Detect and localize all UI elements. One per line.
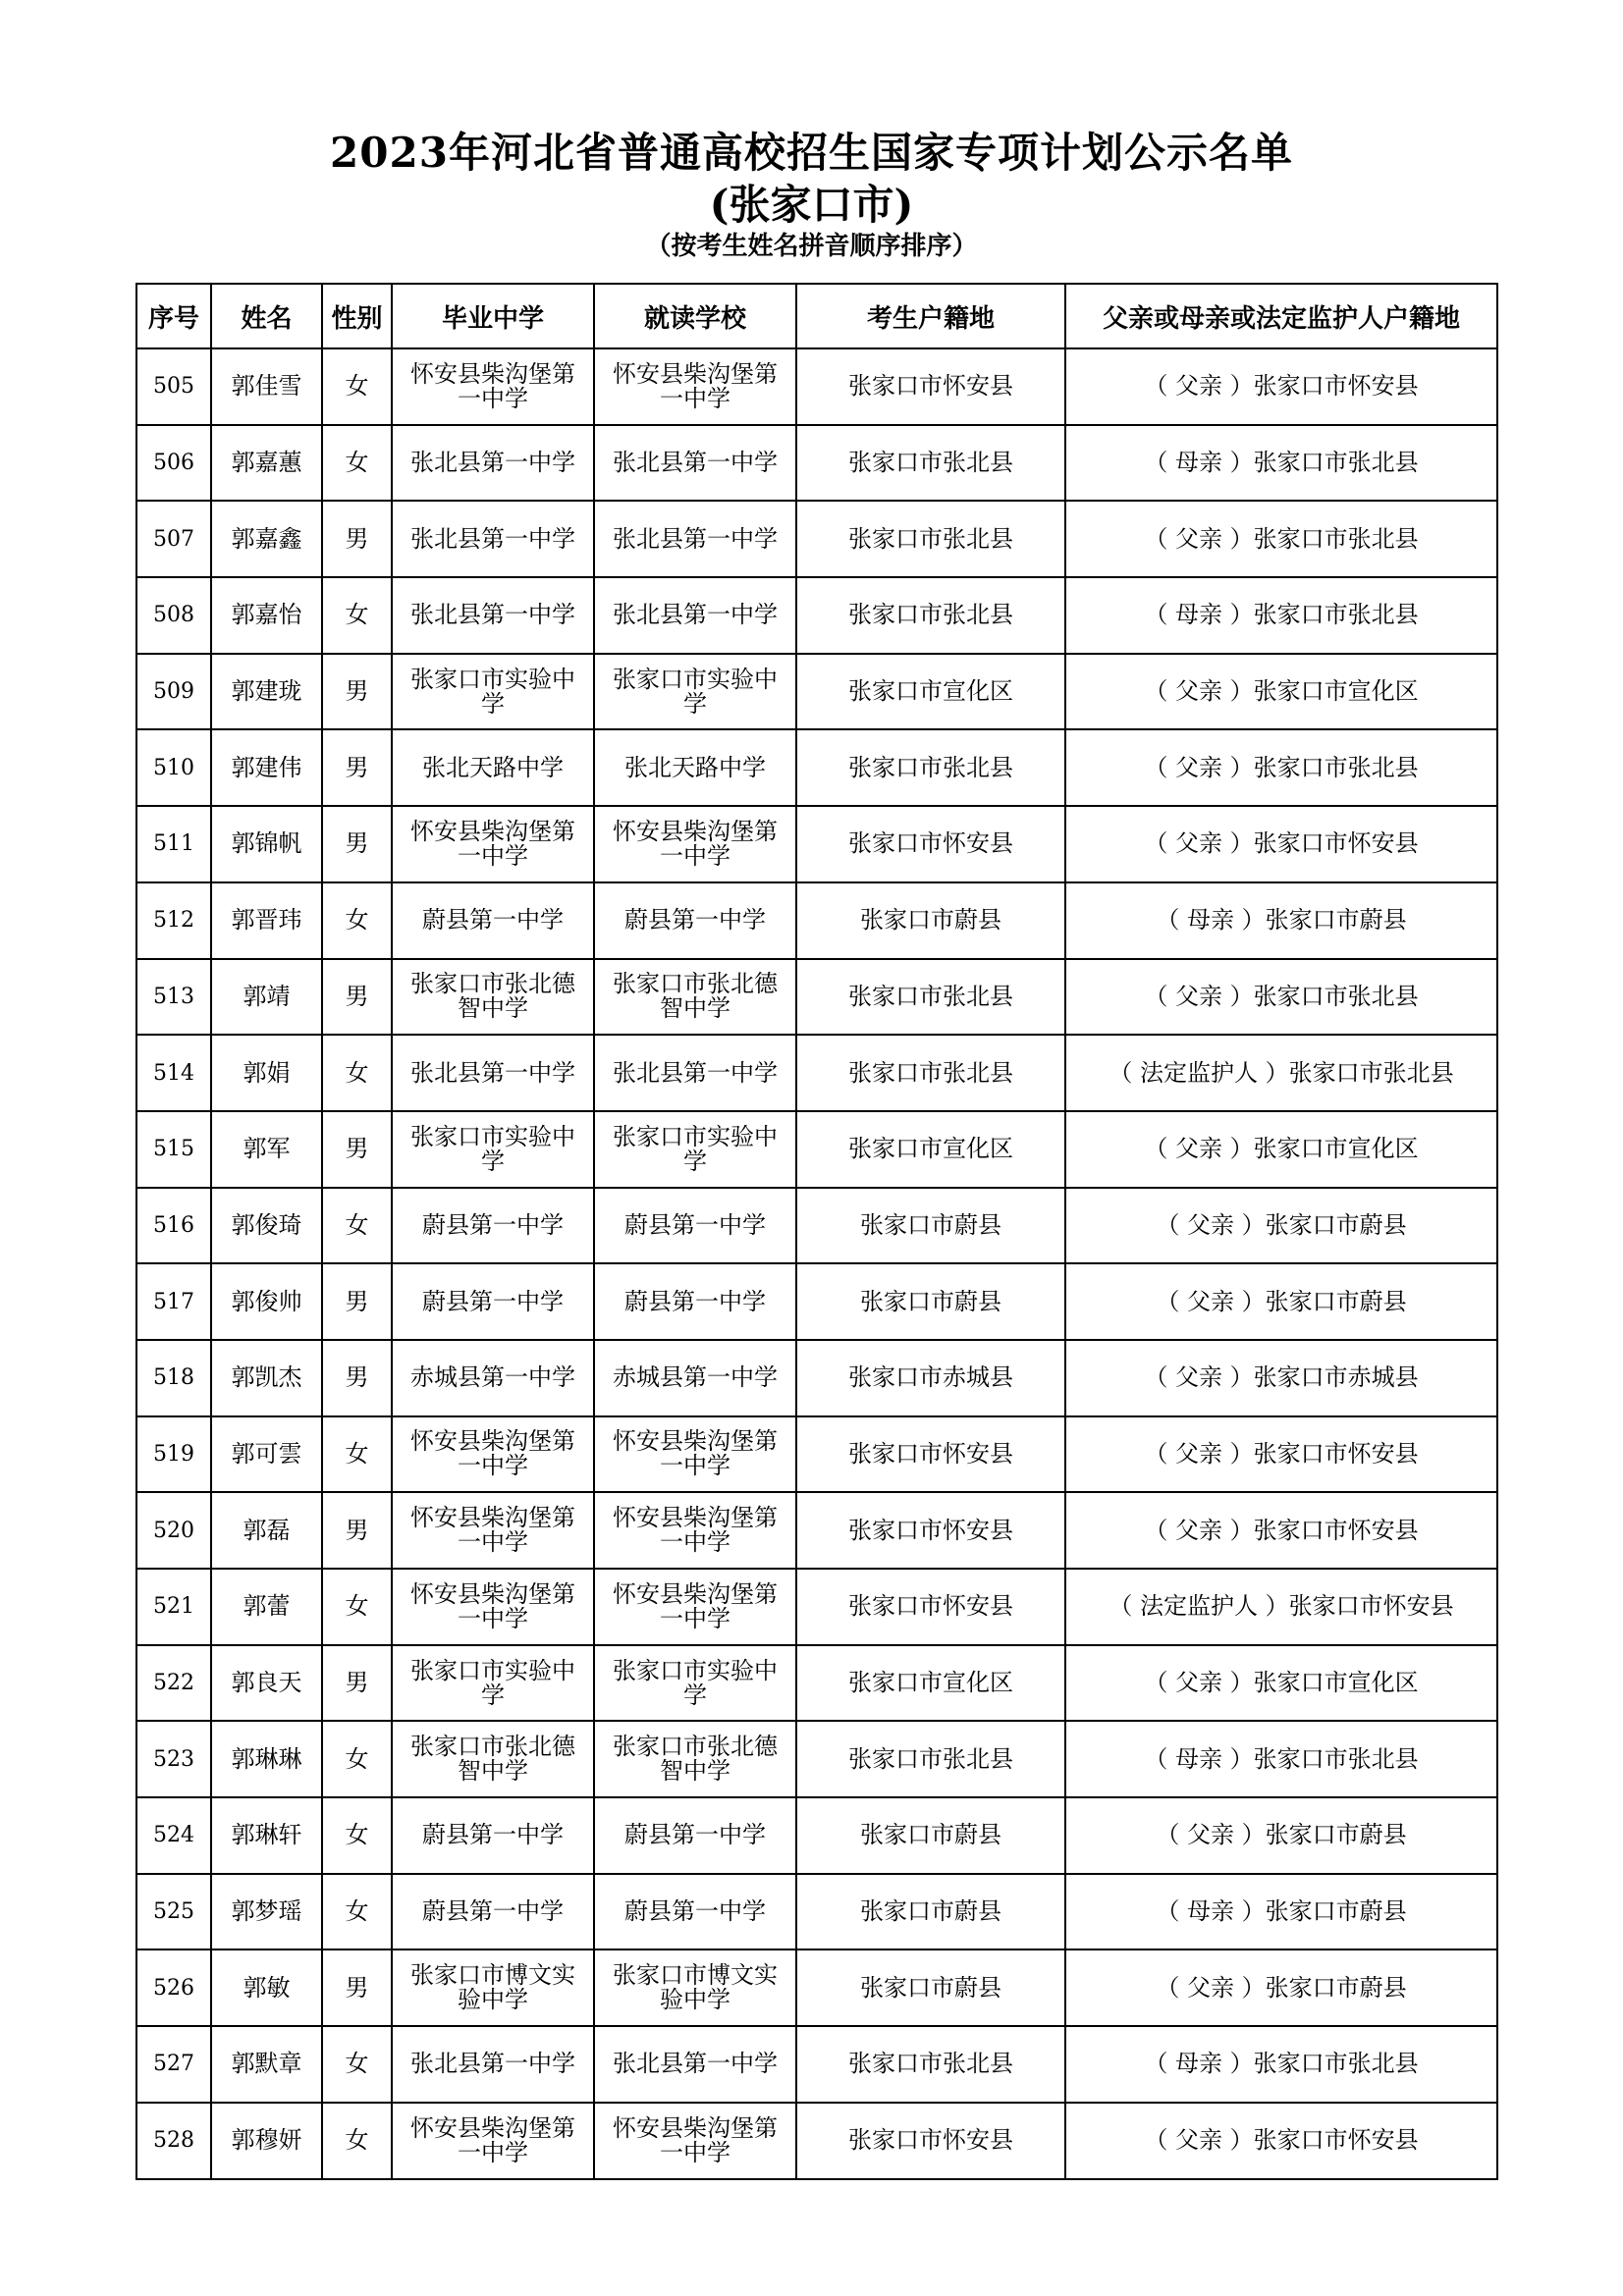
cell-seq: 512 xyxy=(136,882,211,959)
cell-current-school: 怀安县柴沟堡第一中学 xyxy=(594,806,796,882)
cell-current-school: 张北县第一中学 xyxy=(594,425,796,502)
cell-seq: 511 xyxy=(136,806,211,882)
cell-name: 郭建伟 xyxy=(211,729,322,806)
cell-seq: 509 xyxy=(136,654,211,730)
cell-household: 张家口市蔚县 xyxy=(796,882,1065,959)
table-row xyxy=(136,1874,1497,1950)
table-header-row xyxy=(136,284,1497,348)
cell-parent-household: （ 母亲 ）张家口市张北县 xyxy=(1065,577,1497,654)
cell-parent-household: （ 父亲 ）张家口市怀安县 xyxy=(1065,2103,1497,2179)
table-row xyxy=(136,1949,1497,2026)
header-grad-school: 毕业中学 xyxy=(392,284,594,348)
cell-seq: 505 xyxy=(136,348,211,425)
cell-seq: 508 xyxy=(136,577,211,654)
cell-grad-school: 蔚县第一中学 xyxy=(392,1797,594,1874)
cell-name: 郭锦帆 xyxy=(211,806,322,882)
cell-household: 张家口市赤城县 xyxy=(796,1340,1065,1416)
cell-grad-school: 张家口市张北德智中学 xyxy=(392,959,594,1036)
cell-gender: 男 xyxy=(322,806,392,882)
cell-current-school: 张家口市实验中学 xyxy=(594,654,796,730)
cell-gender: 男 xyxy=(322,1645,392,1722)
cell-household: 张家口市怀安县 xyxy=(796,1492,1065,1569)
table-row xyxy=(136,1111,1497,1188)
cell-parent-household: （ 法定监护人 ）张家口市怀安县 xyxy=(1065,1569,1497,1645)
cell-grad-school: 张北县第一中学 xyxy=(392,425,594,502)
cell-current-school: 蔚县第一中学 xyxy=(594,1188,796,1264)
cell-seq: 528 xyxy=(136,2103,211,2179)
table-row xyxy=(136,959,1497,1036)
cell-parent-household: （ 父亲 ）张家口市张北县 xyxy=(1065,501,1497,577)
cell-household: 张家口市怀安县 xyxy=(796,806,1065,882)
cell-current-school: 怀安县柴沟堡第一中学 xyxy=(594,1569,796,1645)
cell-gender: 女 xyxy=(322,1721,392,1797)
cell-current-school: 张北县第一中学 xyxy=(594,2026,796,2103)
header-household: 考生户籍地 xyxy=(796,284,1065,348)
cell-grad-school: 张家口市实验中学 xyxy=(392,1645,594,1722)
roster-table xyxy=(135,283,1498,2180)
table-row xyxy=(136,1645,1497,1722)
cell-parent-household: （ 母亲 ）张家口市张北县 xyxy=(1065,425,1497,502)
cell-household: 张家口市张北县 xyxy=(796,959,1065,1036)
cell-parent-household: （ 父亲 ）张家口市宣化区 xyxy=(1065,1111,1497,1188)
cell-grad-school: 张北县第一中学 xyxy=(392,501,594,577)
cell-household: 张家口市张北县 xyxy=(796,2026,1065,2103)
cell-seq: 510 xyxy=(136,729,211,806)
cell-seq: 525 xyxy=(136,1874,211,1950)
cell-household: 张家口市怀安县 xyxy=(796,2103,1065,2179)
cell-household: 张家口市张北县 xyxy=(796,1721,1065,1797)
header-current-school: 就读学校 xyxy=(594,284,796,348)
cell-seq: 515 xyxy=(136,1111,211,1188)
cell-seq: 507 xyxy=(136,501,211,577)
table-row xyxy=(136,1797,1497,1874)
header-name: 姓名 xyxy=(211,284,322,348)
cell-parent-household: （ 父亲 ）张家口市宣化区 xyxy=(1065,1645,1497,1722)
cell-household: 张家口市张北县 xyxy=(796,729,1065,806)
cell-seq: 522 xyxy=(136,1645,211,1722)
table-row xyxy=(136,425,1497,502)
cell-current-school: 张北县第一中学 xyxy=(594,501,796,577)
table-row xyxy=(136,806,1497,882)
cell-household: 张家口市张北县 xyxy=(796,501,1065,577)
cell-household: 张家口市怀安县 xyxy=(796,1416,1065,1493)
cell-grad-school: 张家口市博文实验中学 xyxy=(392,1949,594,2026)
cell-grad-school: 怀安县柴沟堡第一中学 xyxy=(392,2103,594,2179)
cell-grad-school: 蔚县第一中学 xyxy=(392,1263,594,1340)
table-row xyxy=(136,882,1497,959)
cell-name: 郭军 xyxy=(211,1111,322,1188)
cell-name: 郭晋玮 xyxy=(211,882,322,959)
cell-parent-household: （ 父亲 ）张家口市怀安县 xyxy=(1065,1416,1497,1493)
cell-parent-household: （ 父亲 ）张家口市蔚县 xyxy=(1065,1949,1497,2026)
table-row xyxy=(136,1721,1497,1797)
cell-name: 郭嘉鑫 xyxy=(211,501,322,577)
cell-parent-household: （ 父亲 ）张家口市赤城县 xyxy=(1065,1340,1497,1416)
cell-parent-household: （ 父亲 ）张家口市张北县 xyxy=(1065,959,1497,1036)
page-subtitle: (张家口市) xyxy=(709,181,914,229)
cell-parent-household: （ 母亲 ）张家口市张北县 xyxy=(1065,2026,1497,2103)
cell-grad-school: 张北天路中学 xyxy=(392,729,594,806)
cell-current-school: 怀安县柴沟堡第一中学 xyxy=(594,1492,796,1569)
cell-name: 郭佳雪 xyxy=(211,348,322,425)
cell-household: 张家口市张北县 xyxy=(796,425,1065,502)
cell-seq: 519 xyxy=(136,1416,211,1493)
table-row xyxy=(136,654,1497,730)
cell-current-school: 张北县第一中学 xyxy=(594,577,796,654)
cell-parent-household: （ 父亲 ）张家口市怀安县 xyxy=(1065,1492,1497,1569)
cell-name: 郭凯杰 xyxy=(211,1340,322,1416)
cell-current-school: 赤城县第一中学 xyxy=(594,1340,796,1416)
cell-parent-household: （ 父亲 ）张家口市怀安县 xyxy=(1065,348,1497,425)
cell-current-school: 怀安县柴沟堡第一中学 xyxy=(594,1416,796,1493)
cell-gender: 女 xyxy=(322,882,392,959)
cell-household: 张家口市怀安县 xyxy=(796,1569,1065,1645)
cell-parent-household: （ 母亲 ）张家口市张北县 xyxy=(1065,1721,1497,1797)
cell-household: 张家口市宣化区 xyxy=(796,1645,1065,1722)
cell-grad-school: 怀安县柴沟堡第一中学 xyxy=(392,1569,594,1645)
cell-seq: 517 xyxy=(136,1263,211,1340)
cell-household: 张家口市蔚县 xyxy=(796,1263,1065,1340)
cell-gender: 女 xyxy=(322,1569,392,1645)
cell-grad-school: 张家口市实验中学 xyxy=(392,1111,594,1188)
cell-gender: 女 xyxy=(322,1416,392,1493)
cell-name: 郭娟 xyxy=(211,1035,322,1111)
cell-gender: 男 xyxy=(322,959,392,1036)
cell-parent-household: （ 父亲 ）张家口市宣化区 xyxy=(1065,654,1497,730)
cell-seq: 516 xyxy=(136,1188,211,1264)
table-row xyxy=(136,1569,1497,1645)
cell-current-school: 张家口市张北德智中学 xyxy=(594,1721,796,1797)
cell-gender: 男 xyxy=(322,1111,392,1188)
cell-seq: 520 xyxy=(136,1492,211,1569)
table-row xyxy=(136,1035,1497,1111)
header-gender: 性别 xyxy=(322,284,392,348)
cell-gender: 女 xyxy=(322,1035,392,1111)
table-row xyxy=(136,2026,1497,2103)
cell-seq: 527 xyxy=(136,2026,211,2103)
table-row xyxy=(136,1416,1497,1493)
cell-grad-school: 赤城县第一中学 xyxy=(392,1340,594,1416)
cell-name: 郭琳琳 xyxy=(211,1721,322,1797)
cell-parent-household: （ 父亲 ）张家口市张北县 xyxy=(1065,729,1497,806)
cell-name: 郭俊帅 xyxy=(211,1263,322,1340)
cell-name: 郭俊琦 xyxy=(211,1188,322,1264)
cell-household: 张家口市蔚县 xyxy=(796,1949,1065,2026)
cell-name: 郭靖 xyxy=(211,959,322,1036)
cell-gender: 女 xyxy=(322,425,392,502)
cell-name: 郭建珑 xyxy=(211,654,322,730)
cell-current-school: 怀安县柴沟堡第一中学 xyxy=(594,348,796,425)
cell-name: 郭敏 xyxy=(211,1949,322,2026)
cell-grad-school: 怀安县柴沟堡第一中学 xyxy=(392,806,594,882)
cell-name: 郭默章 xyxy=(211,2026,322,2103)
cell-gender: 女 xyxy=(322,1797,392,1874)
cell-gender: 女 xyxy=(322,577,392,654)
cell-parent-household: （ 父亲 ）张家口市蔚县 xyxy=(1065,1188,1497,1264)
cell-name: 郭磊 xyxy=(211,1492,322,1569)
cell-current-school: 张北天路中学 xyxy=(594,729,796,806)
cell-seq: 506 xyxy=(136,425,211,502)
cell-current-school: 张家口市博文实验中学 xyxy=(594,1949,796,2026)
cell-name: 郭穆妍 xyxy=(211,2103,322,2179)
cell-name: 郭嘉蕙 xyxy=(211,425,322,502)
cell-current-school: 蔚县第一中学 xyxy=(594,1797,796,1874)
table-row xyxy=(136,1492,1497,1569)
table-row xyxy=(136,1188,1497,1264)
cell-current-school: 张家口市实验中学 xyxy=(594,1111,796,1188)
table-row xyxy=(136,348,1497,425)
table-row xyxy=(136,2103,1497,2179)
cell-parent-household: （ 父亲 ）张家口市蔚县 xyxy=(1065,1263,1497,1340)
cell-grad-school: 张家口市张北德智中学 xyxy=(392,1721,594,1797)
cell-parent-household: （ 法定监护人 ）张家口市张北县 xyxy=(1065,1035,1497,1111)
cell-gender: 男 xyxy=(322,654,392,730)
cell-gender: 男 xyxy=(322,1263,392,1340)
cell-current-school: 蔚县第一中学 xyxy=(594,882,796,959)
cell-seq: 521 xyxy=(136,1569,211,1645)
cell-gender: 男 xyxy=(322,501,392,577)
cell-parent-household: （ 父亲 ）张家口市蔚县 xyxy=(1065,1797,1497,1874)
table-row xyxy=(136,1340,1497,1416)
cell-grad-school: 蔚县第一中学 xyxy=(392,882,594,959)
cell-name: 郭可雲 xyxy=(211,1416,322,1493)
table-row xyxy=(136,577,1497,654)
cell-gender: 男 xyxy=(322,1492,392,1569)
cell-name: 郭梦瑶 xyxy=(211,1874,322,1950)
cell-gender: 女 xyxy=(322,348,392,425)
cell-seq: 513 xyxy=(136,959,211,1036)
cell-current-school: 蔚县第一中学 xyxy=(594,1874,796,1950)
cell-current-school: 张家口市张北德智中学 xyxy=(594,959,796,1036)
cell-name: 郭琳轩 xyxy=(211,1797,322,1874)
cell-gender: 女 xyxy=(322,2103,392,2179)
cell-current-school: 蔚县第一中学 xyxy=(594,1263,796,1340)
cell-current-school: 张家口市实验中学 xyxy=(594,1645,796,1722)
cell-name: 郭良天 xyxy=(211,1645,322,1722)
cell-gender: 女 xyxy=(322,1188,392,1264)
cell-grad-school: 怀安县柴沟堡第一中学 xyxy=(392,348,594,425)
table-row xyxy=(136,501,1497,577)
cell-gender: 女 xyxy=(322,2026,392,2103)
cell-household: 张家口市张北县 xyxy=(796,577,1065,654)
cell-gender: 女 xyxy=(322,1874,392,1950)
cell-household: 张家口市蔚县 xyxy=(796,1188,1065,1264)
table-row xyxy=(136,1263,1497,1340)
cell-household: 张家口市怀安县 xyxy=(796,348,1065,425)
cell-grad-school: 蔚县第一中学 xyxy=(392,1188,594,1264)
page-title: 2023年河北省普通高校招生国家专项计划公示名单 xyxy=(330,129,1293,177)
cell-household: 张家口市蔚县 xyxy=(796,1874,1065,1950)
cell-name: 郭蕾 xyxy=(211,1569,322,1645)
cell-grad-school: 张北县第一中学 xyxy=(392,577,594,654)
cell-household: 张家口市蔚县 xyxy=(796,1797,1065,1874)
cell-gender: 男 xyxy=(322,729,392,806)
cell-grad-school: 蔚县第一中学 xyxy=(392,1874,594,1950)
cell-seq: 526 xyxy=(136,1949,211,2026)
cell-parent-household: （ 母亲 ）张家口市蔚县 xyxy=(1065,1874,1497,1950)
cell-parent-household: （ 父亲 ）张家口市怀安县 xyxy=(1065,806,1497,882)
cell-household: 张家口市张北县 xyxy=(796,1035,1065,1111)
cell-gender: 男 xyxy=(322,1340,392,1416)
cell-grad-school: 张家口市实验中学 xyxy=(392,654,594,730)
cell-gender: 男 xyxy=(322,1949,392,2026)
cell-parent-household: （ 母亲 ）张家口市蔚县 xyxy=(1065,882,1497,959)
cell-seq: 523 xyxy=(136,1721,211,1797)
cell-grad-school: 怀安县柴沟堡第一中学 xyxy=(392,1492,594,1569)
cell-seq: 514 xyxy=(136,1035,211,1111)
cell-grad-school: 怀安县柴沟堡第一中学 xyxy=(392,1416,594,1493)
cell-name: 郭嘉怡 xyxy=(211,577,322,654)
cell-seq: 518 xyxy=(136,1340,211,1416)
cell-current-school: 怀安县柴沟堡第一中学 xyxy=(594,2103,796,2179)
cell-household: 张家口市宣化区 xyxy=(796,654,1065,730)
cell-seq: 524 xyxy=(136,1797,211,1874)
cell-grad-school: 张北县第一中学 xyxy=(392,2026,594,2103)
header-seq: 序号 xyxy=(136,284,211,348)
cell-current-school: 张北县第一中学 xyxy=(594,1035,796,1111)
sort-note: （按考生姓名拼音顺序排序） xyxy=(645,232,978,261)
header-parent-household: 父亲或母亲或法定监护人户籍地 xyxy=(1065,284,1497,348)
table-row xyxy=(136,729,1497,806)
cell-household: 张家口市宣化区 xyxy=(796,1111,1065,1188)
cell-grad-school: 张北县第一中学 xyxy=(392,1035,594,1111)
